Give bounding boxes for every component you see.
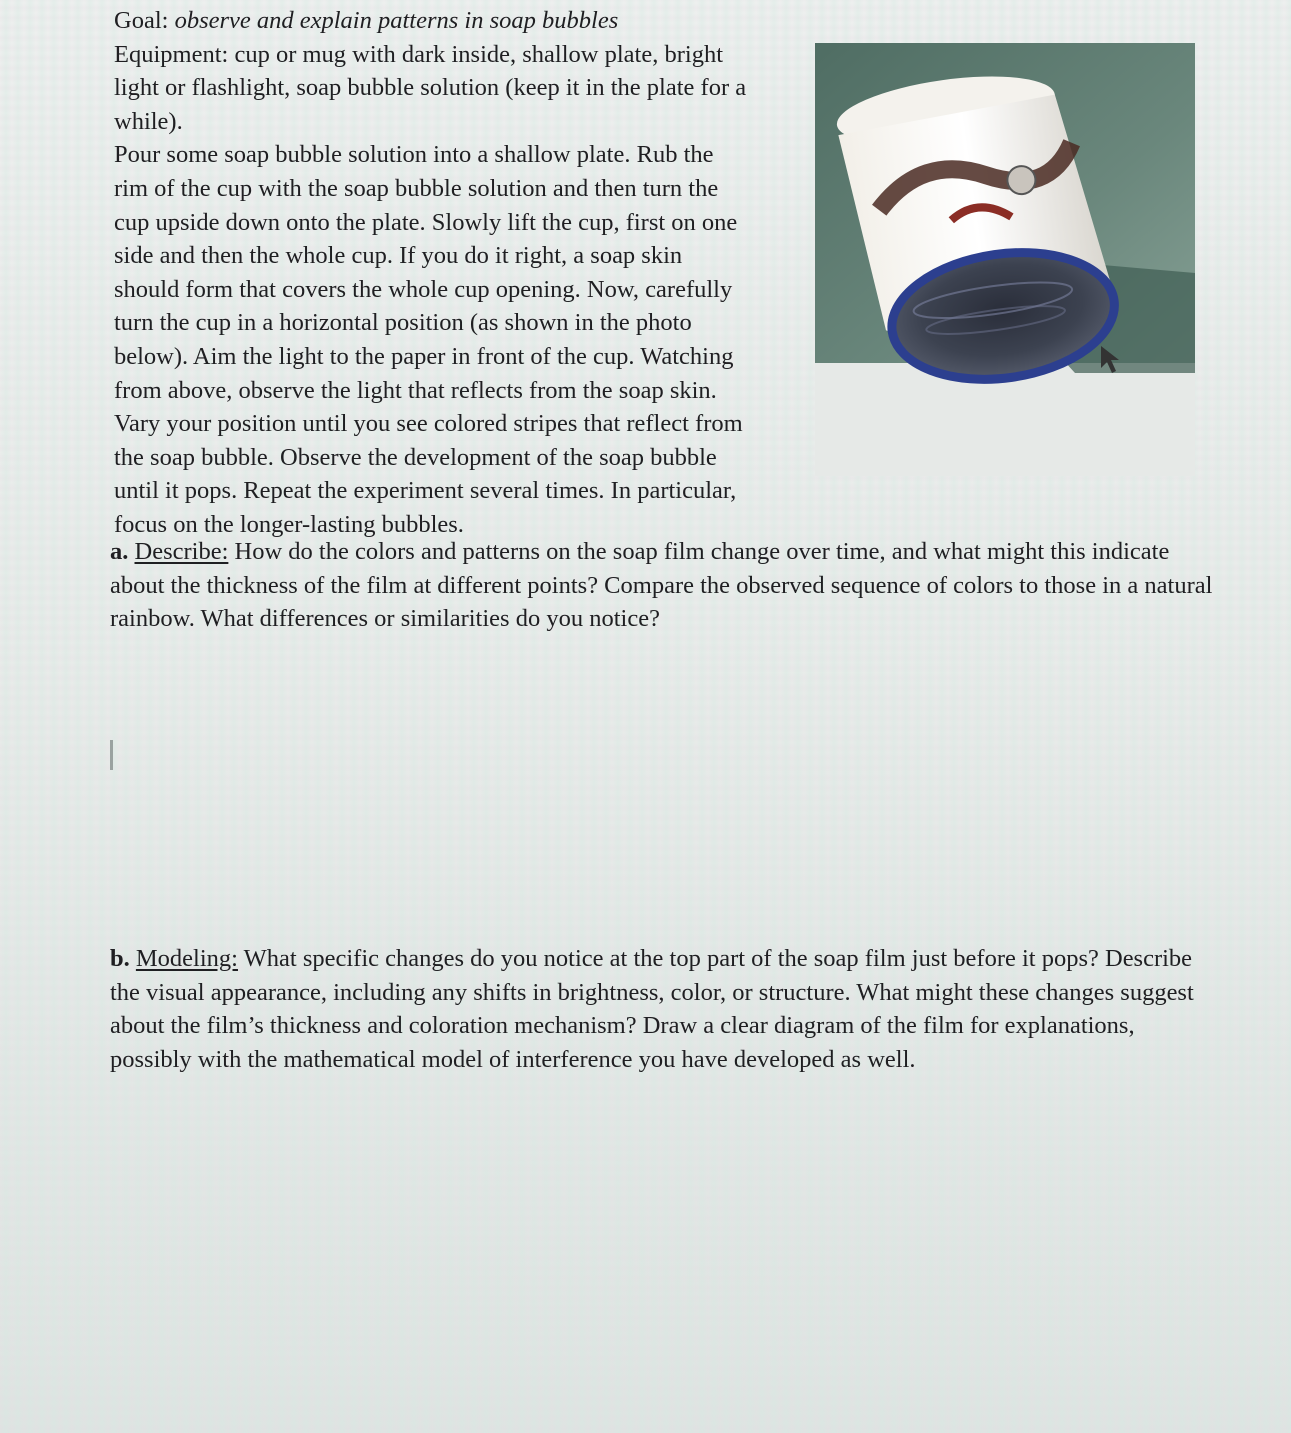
intro-line: Pour some soap bubble solution into a shallow plate. Rub the xyxy=(114,141,714,169)
intro-line: should form that covers the whole cup opening. Now, carefully xyxy=(114,275,733,303)
intro-line: below). Aim the light to the paper in front of the cup. Watching xyxy=(114,342,734,370)
intro-line: turn the cup in a horizontal position (as shown in the photo xyxy=(114,309,692,337)
cup-photo xyxy=(815,43,1195,476)
intro-line: Equipment: cup or mug with dark inside, shallow plate, bright xyxy=(114,40,723,68)
question-b-letter: b. xyxy=(110,945,130,972)
question-a xyxy=(110,535,1220,636)
intro-line: until it pops. Repeat the experiment several times. In particular, xyxy=(114,477,737,505)
intro-line: cup upside down onto the plate. Slowly lift the cup, first on one xyxy=(114,208,738,236)
intro-text xyxy=(114,4,814,542)
question-b-text: What specific changes do you notice at the top part of the soap film just before it pops? Describe the visual appearance, including any shifts in brightness, color, or structure. What might these changes suggest about the film’s thickness and coloration mechanism? Draw a clear diagram of the film for explanations, possibly with the mathematical model of interference you have developed as well. xyxy=(110,945,1194,1073)
intro-line: side and then the whole cup. If you do it right, a soap skin xyxy=(114,242,683,270)
intro-line: from above, observe the light that reflects from the soap skin. xyxy=(114,376,717,404)
intro-line: Vary your position until you see colored stripes that reflect from xyxy=(114,410,743,438)
intro-line: while). xyxy=(114,107,183,135)
question-a-text: How do the colors and patterns on the soap film change over time, and what might this indicate about the thickness of the film at different points? Compare the observed sequence of colors to those in a natural rainbow. What differences or similarities do you notice? xyxy=(110,538,1213,633)
intro-line: light or flashlight, soap bubble solution (keep it in the plate for a xyxy=(114,74,747,102)
goal-text: observe and explain patterns in soap bubbles xyxy=(174,7,619,34)
intro-line: rim of the cup with the soap bubble solution and then turn the xyxy=(114,174,719,202)
question-a-title: Describe: xyxy=(134,538,229,565)
question-b xyxy=(110,942,1200,1076)
question-b-title: Modeling: xyxy=(135,945,238,972)
intro-line: focus on the longer-lasting bubbles. xyxy=(114,510,464,538)
intro-line: the soap bubble. Observe the development of the soap bubble xyxy=(114,443,717,471)
goal-label: Goal: xyxy=(114,7,169,34)
text-cursor xyxy=(110,740,113,770)
question-a-letter: a. xyxy=(110,538,129,565)
goal-line xyxy=(114,4,814,38)
